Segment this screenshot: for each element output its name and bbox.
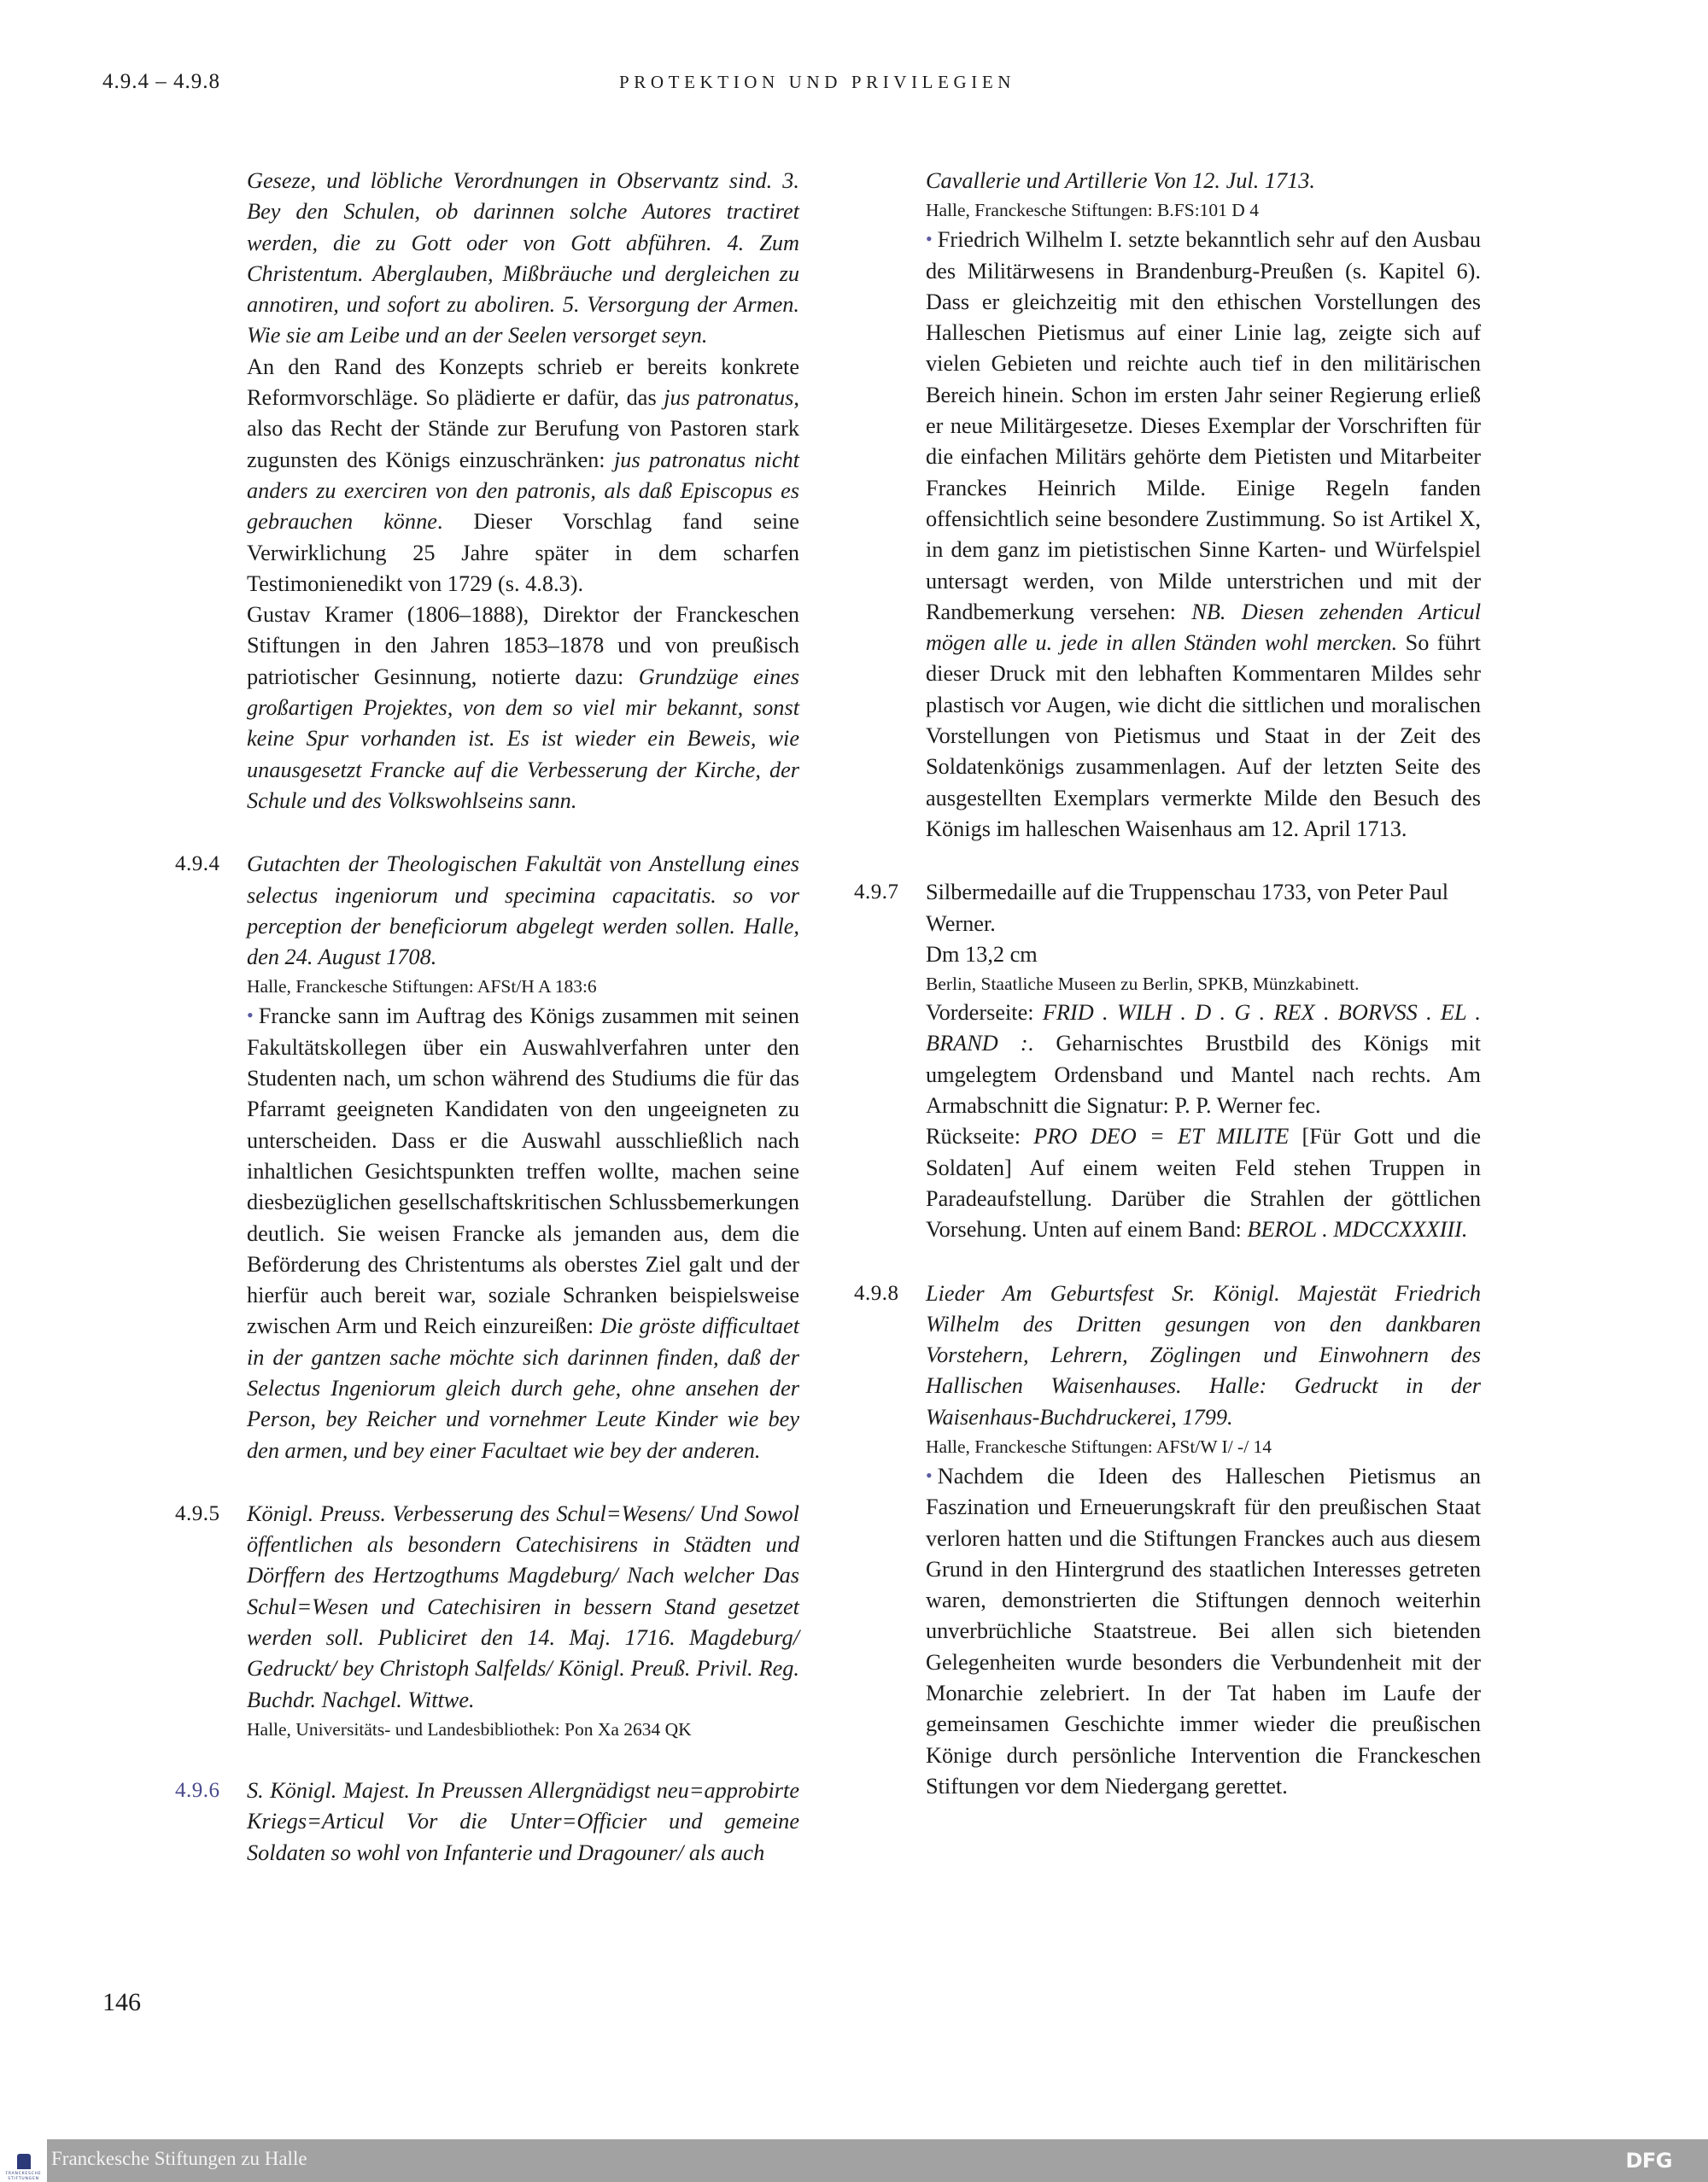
entry-description	[926, 1460, 1481, 1802]
logo-caption: FRANCKESCHE STIFTUNGEN	[5, 2172, 42, 2181]
dfg-logo-icon: DFG	[1625, 2149, 1672, 2173]
catalog-entry-4-9-5	[175, 1499, 799, 1743]
entry-description	[926, 224, 1481, 845]
bullet-icon: •	[247, 1004, 254, 1027]
text: . Dieser Vorschlag fand seine Verwirklichung 25 Jahre später in dem scharfen Testimonienedikt von 1729 (s. 4.8.3).	[247, 509, 799, 596]
entry-dimensions: Dm 13,2 cm	[926, 941, 1038, 967]
entry-title: Silbermedaille auf die Truppenschau 1733, von Peter Paul Werner.	[926, 880, 1449, 936]
logo-figure-icon	[17, 2154, 31, 2169]
paragraph-kramer	[247, 600, 799, 816]
right-column	[854, 166, 1481, 1802]
entry-description	[247, 1000, 799, 1465]
entry-number: 4.9.4	[175, 852, 220, 876]
footer-bar	[47, 2139, 1708, 2182]
latin-term: jus patronatus	[664, 385, 794, 411]
label: Rückseite:	[926, 1124, 1034, 1149]
entry-location: Halle, Franckesche Stiftungen: B.FS:101 D 4	[926, 200, 1259, 221]
bullet-icon: •	[926, 228, 933, 250]
running-head	[0, 70, 1708, 104]
inscription: FRID . WILH . D . G . REX . BORVSS . EL . BRAND :	[926, 1000, 1481, 1056]
entry-title: S. Königl. Majest. In Preussen Allergnädigst neu=approbirte Kriegs=Articul Vor die Unter=Officier und gemeine Soldaten so wohl von Infanterie und Dragouner/ als auch	[247, 1777, 799, 1865]
text: So führt dieser Druck mit den lebhaften Kommentaren Mildes sehr plastisch vor Augen, wie dicht die sittlichen und moralischen Vorstellungen von Pietismus und Staat in der Zeit des Soldatenkönigs zusammenlagen. Auf der letzten Seite des ausgestellten Exemplars vermerkte Milde den Besuch des Königs im halleschen Waisenhaus am 12. April 1713.	[926, 630, 1481, 841]
text: An den Rand des Konzepts schrieb er bereits konkrete Reformvorschläge. So plädierte er dafür, das	[247, 354, 799, 411]
left-column	[175, 166, 799, 1869]
entry-location: Halle, Universitäts- und Landesbibliothek: Pon Xa 2634 QK	[247, 1718, 692, 1740]
text: [Für Gott und die Soldaten] Auf einem weiten Feld stehen Truppen in Paradeaufstellung. Darüber die Strahlen der göttlichen Vorsehung. Unten auf einem Band:	[926, 1124, 1481, 1243]
paragraph-reform	[247, 352, 799, 600]
quote: jus patronatus nicht anders zu exerciren von den patronis, als daß Episcopus es gebrauchen könne	[247, 447, 799, 535]
text: Nachdem die Ideen des Halleschen Pietismus an Faszination und Erneuerungskraft für den preußischen Staat verloren hatten und die Stiftungen Franckes auch aus diesem Grund in den Hintergrund des staatlichen Interesses getreten waren, demonstrierten die Stiftungen dennoch weiterhin unverbrüchliche Staatstreue. Bei allen sich bietenden Gelegenheiten wurde besonders die Verbundenheit mit der Monarchie zelebriert. In der Tat haben im Laufe der gemeinsamen Geschichte immer wieder die preußischen Könige durch persönliche Intervention die Franckeschen Stiftungen vor dem Niedergang gerettet.	[926, 1463, 1481, 1799]
catalog-entry-4-9-4	[175, 849, 799, 1466]
entry-number: 4.9.8	[854, 1281, 899, 1305]
entry-location: Berlin, Staatliche Museen zu Berlin, SPKB, Münzkabinett.	[926, 974, 1360, 995]
entry-obverse	[926, 997, 1481, 1121]
entry-title: Lieder Am Geburtsfest Sr. Königl. Majestät Friedrich Wilhelm des Dritten gesungen von den dankbaren Vorstehern, Lehrern, Zöglingen und Einwohnern des Hallischen Waisenhauses. Halle: Gedruckt in der Waisenhaus-Buchdruckerei, 1799.	[926, 1280, 1481, 1430]
entry-number: 4.9.7	[854, 880, 899, 904]
catalog-entry-4-9-8	[854, 1278, 1481, 1803]
entry-location: Halle, Franckesche Stiftungen: AFSt/W I/ -/ 14	[926, 1436, 1272, 1457]
entry-reverse	[926, 1121, 1481, 1245]
label: Vorderseite:	[926, 1000, 1043, 1026]
section-range: 4.9.4 – 4.9.8	[102, 70, 220, 93]
text: . Geharnischtes Brustbild des Königs mit umgelegtem Ordensband und Mantel nach rechts. Am Armabschnitt die Signatur: P. P. Werner fec.	[926, 1031, 1481, 1119]
institution-name: Franckesche Stiftungen zu Halle	[51, 2148, 307, 2169]
inscription: PRO DEO = ET MILITE	[1033, 1124, 1290, 1149]
text: , also das Recht der Stände zur Berufung von Pastoren stark zugunsten des Königs einzuschränken:	[247, 385, 799, 472]
quote: NB. Diesen zehenden Articul mögen alle u. jede in allen Ständen wohl mercken.	[926, 599, 1481, 656]
entry-location: Halle, Franckesche Stiftungen: AFSt/H A 183:6	[247, 976, 597, 997]
chapter-title: PROTEKTION UND PRIVILEGIEN	[619, 72, 1016, 92]
catalog-entry-4-9-7	[854, 877, 1481, 1245]
text: Gustav Kramer (1806–1888), Direktor der Franckeschen Stiftungen in den Jahren 1853–1878 und von preußisch patriotischer Gesinnung, notierte dazu:	[247, 602, 799, 689]
quote: Grundzüge eines großartigen Projektes, von dem so viel mir bekannt, sonst keine Spur vorhanden ist. Es ist wieder ein Beweis, wie unausgesetzt Francke auf die Verbesserung der Kirche, der Schule und des Volkswohlseins sann.	[247, 664, 799, 813]
quote-continuation: Geseze, und löbliche Verordnungen in Observantz sind. 3. Bey den Schulen, ob darinnen solche Autores tractiret werden, die zu Gott oder von Gott abführen. 4. Zum Christentum. Aberglauben, Mißbräuche und dergleichen zu annotiren, und sofort zu aboliren. 5. Versorgung der Armen. Wie sie am Leibe und an der Seelen versorget seyn.	[247, 168, 799, 348]
entry-number: 4.9.6	[175, 1778, 220, 1802]
bullet-icon: •	[926, 1464, 933, 1486]
franckesche-stiftungen-logo-icon	[0, 2139, 47, 2182]
entry-number: 4.9.5	[175, 1501, 220, 1525]
text: Friedrich Wilhelm I. setzte bekanntlich sehr auf den Ausbau des Militärwesens in Brandenburg-Preußen (s. Kapitel 6). Dass er gleichzeitig mit den ethischen Vorstellungen des Halleschen Pietismus auf einer Linie lag, zeigte sich auf vielen Gebieten und reichte auch tief in den militärischen Bereich hinein. Schon im ersten Jahr seiner Regierung erließ er neue Militärgesetze. Dieses Exemplar der Vorschriften für die einfachen Militärs gehörte dem Pietisten und Mitarbeiter Franckes Heinrich Milde. Einige Regeln fanden offensichtlich seine besondere Zustimmung. So ist Artikel X, in dem ganz im pietistischen Sinne Karten- und Würfelspiel untersagt werden, von Milde unterstrichen und mit der Randbemerkung versehen:	[926, 227, 1481, 624]
inscription: BEROL . MDCCXXXIII.	[1247, 1217, 1468, 1243]
entry-title-continued: Cavallerie und Artillerie Von 12. Jul. 1713.	[926, 168, 1316, 193]
entry-title: Gutachten der Theologischen Fakultät von Anstellung eines selectus ingeniorum und specimina capacitatis. so vor perception der beneficiorum abgelegt werden sollen. Halle, den 24. August 1708.	[247, 851, 799, 970]
catalog-entry-4-9-6	[175, 1775, 799, 1869]
entry-title: Königl. Preuss. Verbesserung des Schul=Wesens/ Und Sowol öffentlichen als besondern Catechisirens in Städten und Dörffern des Hertzogthums Magdeburg/ Nach welcher Das Schul=Wesen und Catechisiren in bessern Stand gesetzet werden soll. Publiciret den 14. Maj. 1716. Magdeburg/ Gedruckt/ bey Christoph Salfelds/ Königl. Preuß. Privil. Reg. Buchdr. Nachgel. Wittwe.	[247, 1500, 799, 1712]
page-number: 146	[102, 1988, 141, 2016]
footer	[0, 2139, 1708, 2182]
text: Francke sann im Auftrag des Königs zusammen mit seinen Fakultätskollegen über ein Auswahlverfahren unter den Studenten nach, um schon während des Studiums die für das Pfarramt geeigneten Kandidaten von den ungeeigneten zu unterscheiden. Dass er die Auswahl ausschließlich nach inhaltlichen Gesichtspunkten treffen wollte, machen seine diesbezüglichen gesellschaftskritischen Schlussbemerkungen deutlich. Sie weisen Francke als jemanden aus, dem die Beförderung des Christentums als oberstes Ziel galt und der hierfür auch bereit war, soziale Schranken beispielsweise zwischen Arm und Reich einzureißen:	[247, 1003, 799, 1339]
quote: Die gröste difficultaet in der gantzen sache möchte sich darinnen finden, daß der Selectus Ingeniorum gleich durch gehe, ohne ansehen der Person, bey Reicher und vornehmer Leute Kinder wie bey den armen, und bey einer Facultaet wie bey der anderen.	[247, 1313, 799, 1463]
catalog-entry-4-9-6-continued	[926, 166, 1481, 845]
